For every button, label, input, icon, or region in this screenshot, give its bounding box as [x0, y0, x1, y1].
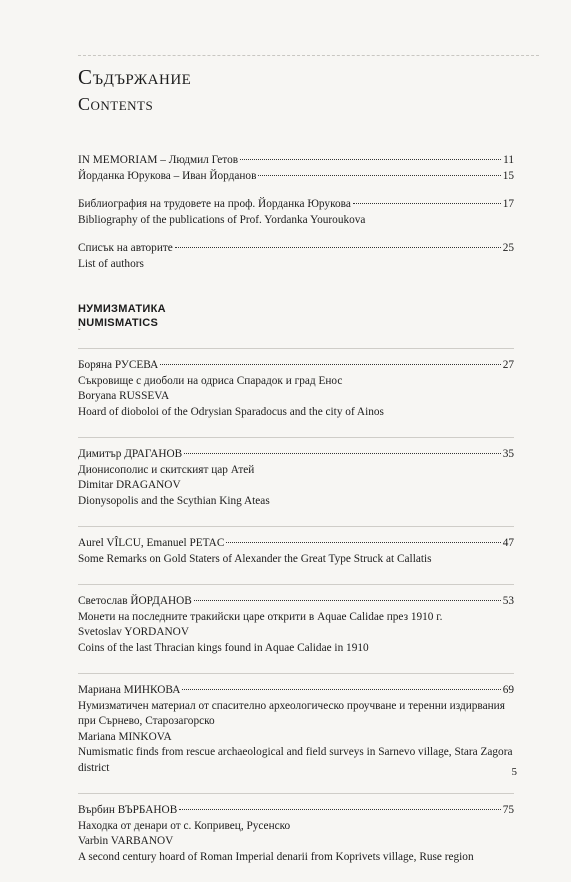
article-line: Dimitar DRAGANOV [78, 479, 181, 491]
article-author: Димитър ДРАГАНОВ [78, 448, 183, 460]
toc-page-number: 47 [502, 537, 514, 549]
top-rule [78, 55, 539, 56]
leader-dots [226, 542, 500, 543]
leader-dots [353, 203, 501, 204]
leader-dots [184, 453, 500, 454]
article-line: Varbin VARBANOV [78, 835, 174, 847]
article-line: Нумизматичен материал от спасително археологическо проучване и теренни издирвания [78, 699, 505, 712]
leader-dots [258, 175, 500, 176]
article-line: Hoard of dioboloi of the Odrysian Sparadocus and the city of Ainos [78, 405, 384, 418]
article-line: district [78, 761, 110, 774]
article-line: Boryana RUSSEVA [78, 390, 170, 402]
toc-article[interactable] [78, 793, 514, 865]
article-line: A second century hoard of Roman Imperial denarii from Koprivets village, Ruse region [78, 850, 474, 863]
toc-page-number: 27 [502, 359, 514, 371]
article-author: Боряна РУСЕВА [78, 359, 159, 371]
article-line: Монети на последните тракийски царе открити в Aquae Calidae през 1910 г. [78, 610, 443, 623]
article-author: Светослав ЙОРДАНОВ [78, 595, 192, 607]
article-line: при Сърнево, Старозагорско [78, 715, 215, 727]
title-en: Contents [78, 94, 154, 114]
toc-article[interactable] [78, 526, 514, 567]
toc-entry-subtitle: Bibliography of the publications of Prof. Yordanka Youroukova [78, 213, 366, 226]
article-line: Dionysopolis and the Scythian King Ateas [78, 494, 270, 507]
toc-article[interactable] [78, 584, 514, 656]
article-line: Съкровище с диоболи на одриса Спарадок и град Енос [78, 374, 343, 387]
section-title-en: NUMISMATICS [78, 317, 159, 329]
toc-entry-title: Йорданка Юрукова – Иван Йорданов [78, 169, 257, 182]
article-line: Coins of the last Thracian kings found in Aquae Calidae in 1910 [78, 641, 369, 654]
toc-page-number: 15 [502, 169, 514, 182]
stray-mark: ˇ [78, 328, 81, 337]
table-of-contents [78, 153, 514, 882]
section-heading-numismatics [78, 302, 514, 336]
article-line: Numismatic finds from rescue archaeological and field surveys in Sarnevo village, Stara Zagora [78, 746, 513, 758]
toc-article[interactable] [78, 437, 514, 509]
leader-dots [179, 809, 500, 810]
leader-dots [194, 600, 501, 601]
toc-entry-authors[interactable] [78, 241, 514, 272]
section-title-bg: НУМИЗМАТИКА [78, 303, 166, 315]
toc-entry-bibliography[interactable] [78, 197, 514, 228]
toc-page-number: 11 [503, 154, 514, 166]
title-bg: Съдържание [78, 65, 192, 89]
leader-dots [160, 364, 500, 365]
article-author: Aurel VÎLCU, Emanuel PETAC [78, 537, 225, 549]
toc-entry-title: Списък на авторите [78, 242, 173, 254]
article-line: Дионисополис и скитският цар Атей [78, 463, 255, 476]
toc-entry-title: IN MEMORIAM – Людмил Гетов [78, 154, 239, 166]
article-author: Мариана МИНКОВА [78, 684, 181, 696]
article-line: Svetoslav YORDANOV [78, 626, 189, 638]
toc-page-number: 17 [502, 198, 514, 210]
toc-page-number: 69 [502, 684, 514, 696]
toc-page-number: 53 [502, 595, 514, 607]
leader-dots [182, 689, 500, 690]
leader-dots [175, 247, 501, 248]
toc-page-number: 35 [502, 448, 514, 460]
toc-page-number: 75 [502, 804, 514, 816]
article-line: Some Remarks on Gold Staters of Alexander the Great Type Struck at Callatis [78, 552, 432, 565]
toc-article[interactable] [78, 348, 514, 420]
toc-entry-title: Библиография на трудовете на проф. Йорданка Юрукова [78, 198, 351, 210]
page-number: 5 [511, 766, 517, 778]
toc-page-number: 25 [502, 242, 514, 254]
toc-entry-in-memoriam[interactable] [78, 153, 514, 184]
contents-heading [78, 64, 191, 117]
toc-entry-subtitle: List of authors [78, 257, 144, 270]
leader-dots [240, 159, 501, 160]
article-author: Върбин ВЪРБАНОВ [78, 804, 178, 816]
article-line: Находка от денари от с. Копривец, Русенско [78, 819, 291, 832]
article-line: Mariana MINKOVA [78, 730, 172, 743]
toc-article[interactable] [78, 673, 514, 776]
